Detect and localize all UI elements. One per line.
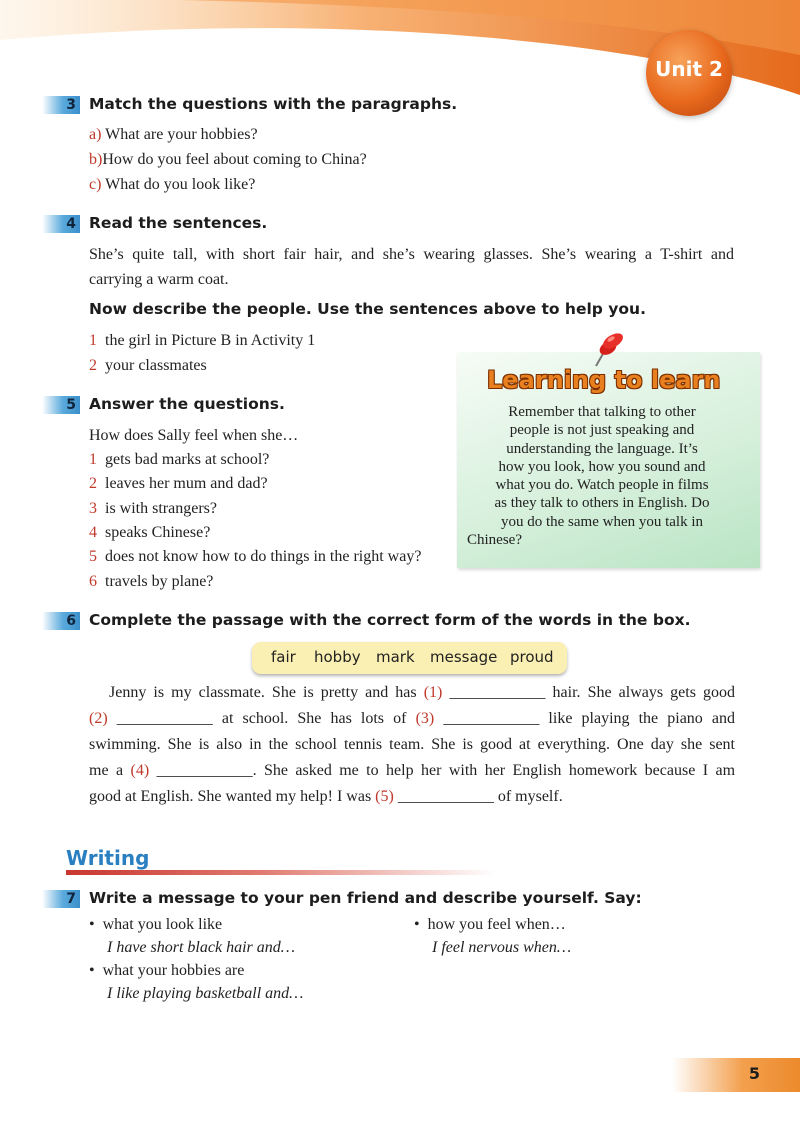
passage-line: good at English. She wanted my help! I was (5) ____________ of myself.	[89, 788, 563, 805]
activity-number: 6	[42, 612, 80, 630]
bullet-item: • what you look like	[89, 916, 223, 933]
list-item: 2 your classmates	[89, 357, 207, 374]
bullet-dot-icon: •	[89, 962, 95, 979]
unit-label: Unit 2	[655, 57, 723, 81]
question-intro: How does Sally feel when she…	[89, 427, 299, 444]
unit-badge	[646, 30, 732, 116]
learning-title: Learning to learn	[487, 366, 721, 394]
activity-number: 7	[42, 890, 80, 908]
page-number-tab	[672, 1058, 800, 1092]
learning-text: Remember that talking to other people is not just speaking and understanding the language. It’s how you look, how you sound and what you do. Watch people in films as they talk to others in English. Do you do the same when you talk in Chinese?	[467, 404, 710, 549]
bullet-dot-icon: •	[414, 916, 420, 933]
activity-heading: Read the sentences.	[89, 214, 268, 232]
bullet-dot-icon: •	[89, 916, 95, 933]
list-item: 6 travels by plane?	[89, 573, 214, 590]
page-number: 5	[748, 1064, 760, 1083]
list-item: 2 leaves her mum and dad?	[89, 475, 268, 492]
activity-heading: Complete the passage with the correct form of the words in the box.	[89, 611, 691, 629]
word-box	[252, 642, 567, 674]
question-item: b)How do you feel about coming to China?	[89, 151, 367, 168]
passage-line: swimming. She is also in the school tennis team. She is good at everything. One day she sent	[89, 736, 735, 753]
word-item: hobby	[314, 648, 361, 666]
word-item: proud	[510, 648, 554, 666]
bullet-item: • how you feel when…	[414, 916, 566, 933]
bullet-example: I like playing basketball and…	[107, 985, 304, 1002]
activity-heading: Match the questions with the paragraphs.	[89, 95, 458, 113]
activity-heading: Write a message to your pen friend and describe yourself. Say:	[89, 889, 642, 907]
bullet-item: • what your hobbies are	[89, 962, 245, 979]
passage	[89, 680, 735, 810]
activity-number: 4	[42, 215, 80, 233]
list-item: 4 speaks Chinese?	[89, 524, 211, 541]
question-item: c) What do you look like?	[89, 176, 256, 193]
activity-subheading: Now describe the people. Use the sentences above to help you.	[89, 300, 646, 318]
writing-title: Writing	[66, 846, 150, 870]
list-item: 3 is with strangers?	[89, 500, 217, 517]
list-item: 1 gets bad marks at school?	[89, 451, 270, 468]
list-item: 5 does not know how to do things in the right way?	[89, 548, 422, 565]
passage-line: Jenny is my classmate. She is pretty and has (1) ____________ hair. She always gets good	[109, 684, 736, 701]
sentence-line: carrying a warm coat.	[89, 271, 229, 288]
word-item: message	[430, 648, 498, 666]
word-item: fair	[271, 648, 296, 666]
learning-to-learn-box	[457, 352, 760, 568]
passage-line: (2) ____________ at school. She has lots of (3) ____________ like playing the piano and	[89, 710, 736, 727]
bullet-example: I have short black hair and…	[107, 939, 295, 956]
activity-heading: Answer the questions.	[89, 395, 285, 413]
question-item: a) What are your hobbies?	[89, 126, 258, 143]
passage-line: me a (4) ____________. She asked me to help her with her English homework because I am	[89, 762, 736, 779]
bullet-example: I feel nervous when…	[432, 939, 572, 956]
activity-number: 5	[42, 396, 80, 414]
list-item: 1 the girl in Picture B in Activity 1	[89, 332, 316, 349]
sentence-line: She’s quite tall, with short fair hair, and she’s wearing glasses. She’s wearing a T-shirt and	[89, 246, 734, 263]
activity-number: 3	[42, 96, 80, 114]
writing-divider	[66, 870, 496, 875]
word-item: mark	[376, 648, 415, 666]
pushpin-icon	[582, 330, 632, 374]
